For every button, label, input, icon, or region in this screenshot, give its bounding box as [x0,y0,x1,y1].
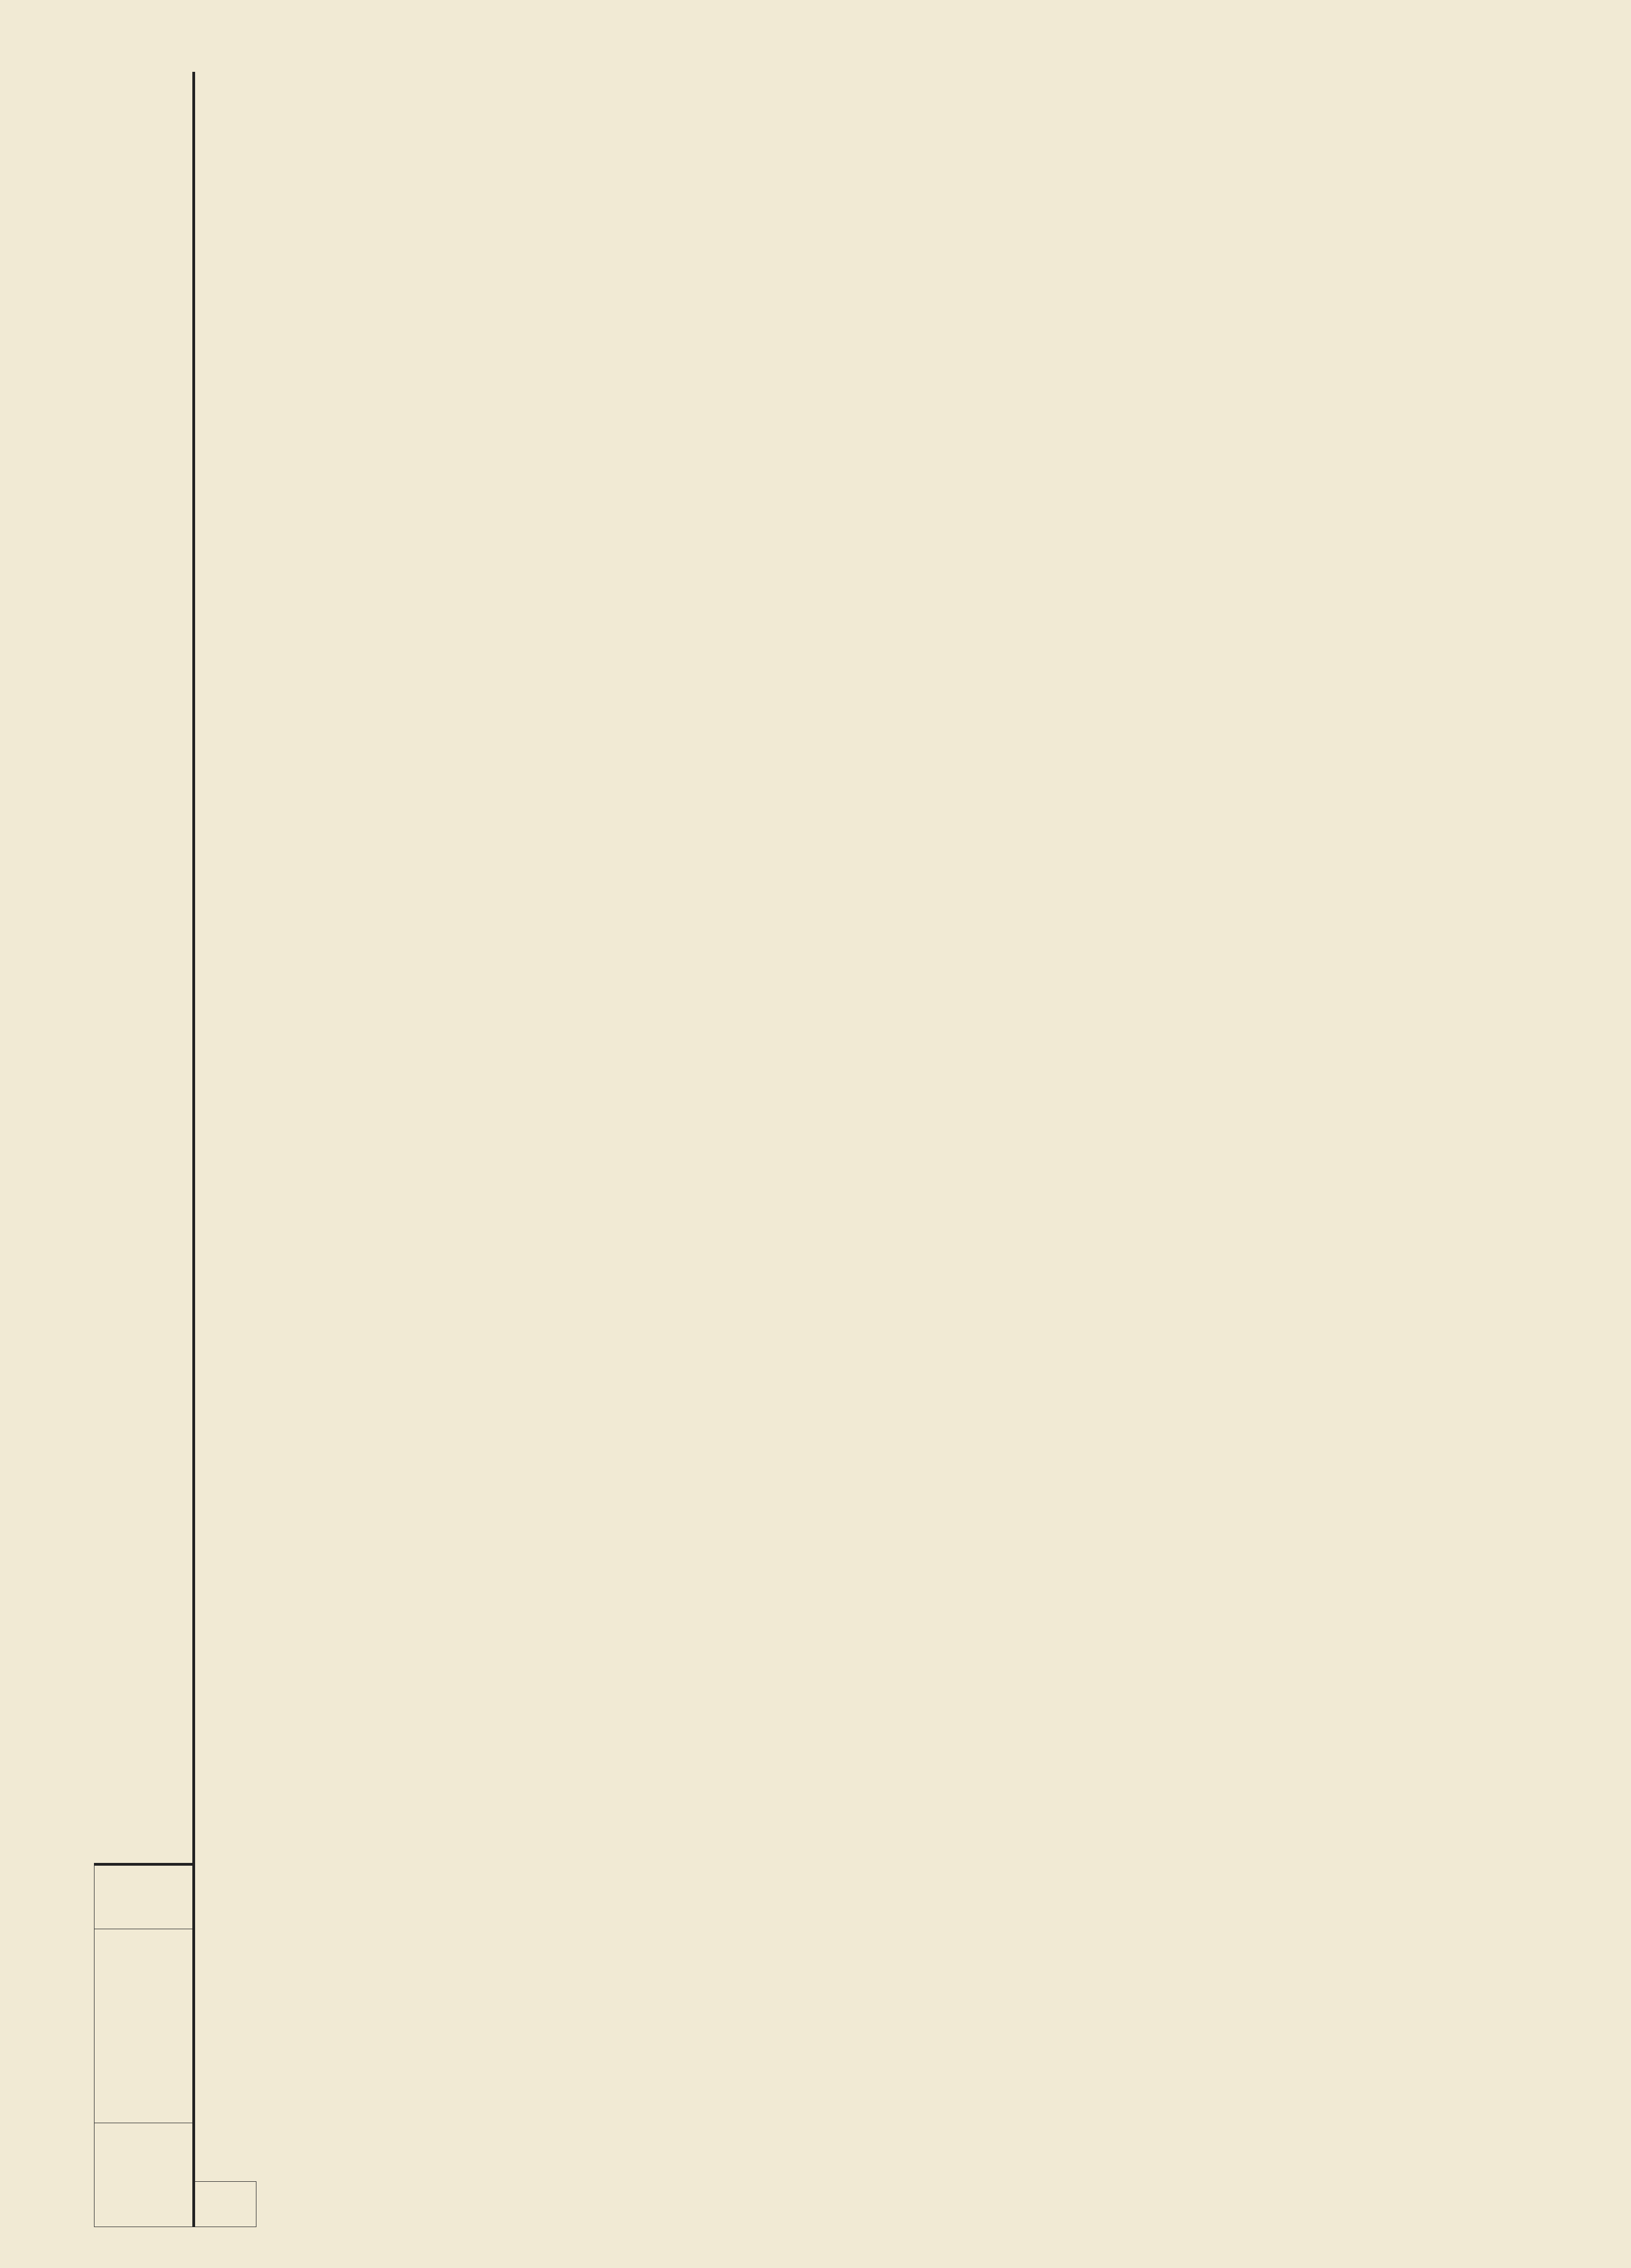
precipitation-table [94,72,256,2227]
rotated-table-area [94,72,1520,2227]
section-title-oder-daen [194,2181,256,2227]
col-ort [95,1929,194,2123]
col-seehoehe [95,1864,194,1929]
section-separator [194,72,256,2227]
col-flussgebiet [95,2123,194,2227]
table-head [95,72,194,2227]
